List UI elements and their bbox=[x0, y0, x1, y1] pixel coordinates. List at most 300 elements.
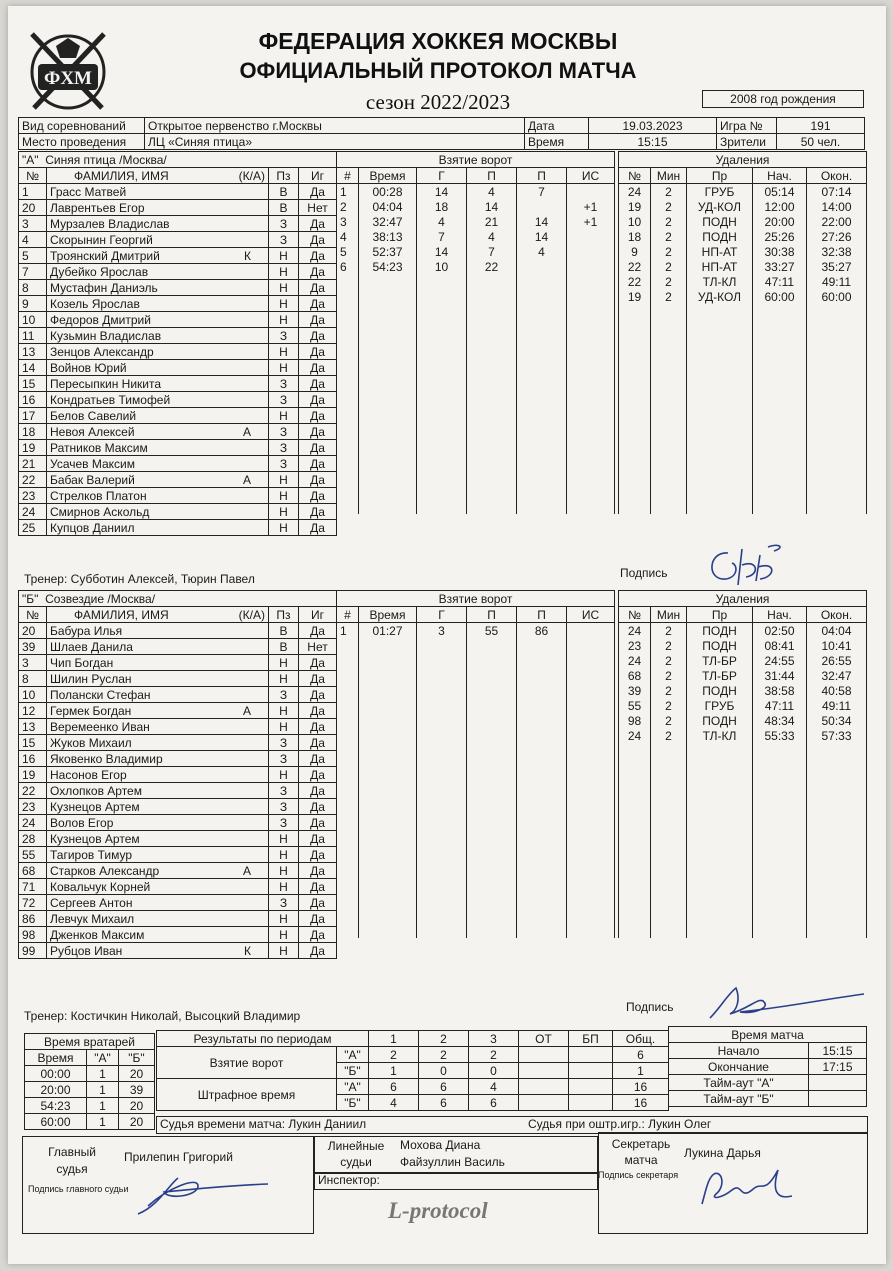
penalty-cell: ТЛ-КЛ bbox=[687, 274, 753, 289]
time-value: 15:15 bbox=[589, 134, 717, 150]
goal-cell: 18 bbox=[417, 199, 467, 214]
team_b-goals-header-time: Время bbox=[359, 607, 417, 623]
team_b-player-row bbox=[19, 671, 337, 687]
competition-label: Вид соревнований bbox=[19, 118, 145, 134]
team_b-penalty-row bbox=[619, 923, 867, 938]
player-name: Скорынин Георгий bbox=[50, 232, 153, 247]
penalty-cell: 26:55 bbox=[807, 653, 867, 668]
player-position: З bbox=[269, 687, 299, 703]
team_b-player-row bbox=[19, 639, 337, 655]
player-position: Н bbox=[269, 488, 299, 504]
player-name: Старков Александр bbox=[50, 863, 160, 878]
player-number: 19 bbox=[19, 767, 47, 783]
penalty-cell: 2 bbox=[651, 683, 687, 698]
penalty-cell: 24 bbox=[619, 728, 651, 743]
player-position: В bbox=[269, 184, 299, 200]
penalty-cell: 39 bbox=[619, 683, 651, 698]
penalty-cell: 2 bbox=[651, 229, 687, 244]
team_a-pen-header-min: Мин bbox=[651, 168, 687, 184]
goalie-a-cell: 1 bbox=[87, 1114, 119, 1130]
team_b-goal-row bbox=[337, 623, 615, 639]
secretary-name: Лукина Дарья bbox=[684, 1146, 761, 1160]
player-position: Н bbox=[269, 671, 299, 687]
team_b-penalty-row bbox=[619, 668, 867, 683]
player-played: Да bbox=[299, 895, 337, 911]
team_b-player-row bbox=[19, 831, 337, 847]
player-position: Н bbox=[269, 344, 299, 360]
team_b-goal-row bbox=[337, 833, 615, 848]
goals-b-p2: 0 bbox=[419, 1063, 469, 1079]
team_b-penalty-row bbox=[619, 713, 867, 728]
secretary-sign-label: Подпись секретаря bbox=[598, 1170, 679, 1180]
spectators-label: Зрители bbox=[717, 134, 777, 150]
period-goals-label: Взятие ворот bbox=[157, 1047, 337, 1079]
penalty-cell: 24 bbox=[619, 184, 651, 200]
player-name: Гермек Богдан bbox=[50, 703, 132, 718]
goals-a-p1: 2 bbox=[369, 1047, 419, 1063]
spectators-value: 50 чел. bbox=[777, 134, 865, 150]
player-number: 7 bbox=[19, 264, 47, 280]
pim-b-total: 16 bbox=[613, 1095, 669, 1111]
pim-b-bp bbox=[569, 1095, 613, 1111]
goals-a-p3: 2 bbox=[469, 1047, 519, 1063]
period-results-title: Результаты по периодам bbox=[157, 1031, 369, 1047]
team_a-penalty-row bbox=[619, 334, 867, 349]
goal-cell: +1 bbox=[567, 214, 615, 229]
goalie-a-cell: 1 bbox=[87, 1098, 119, 1114]
venue-value: ЛЦ «Синяя птица» bbox=[145, 134, 525, 150]
player-name: Левчук Михаил bbox=[50, 911, 135, 926]
team_b-goals-header-hash: # bbox=[337, 607, 359, 623]
head-referee-name: Прилепин Григорий bbox=[124, 1150, 233, 1164]
player-played: Да bbox=[299, 232, 337, 248]
team_b-player-row bbox=[19, 879, 337, 895]
player-played: Да bbox=[299, 488, 337, 504]
goalie-time-header-a: "А" bbox=[87, 1050, 119, 1066]
penalty-cell: 2 bbox=[651, 274, 687, 289]
team_b-pen-header-start: Нач. bbox=[753, 607, 807, 623]
team_a-penalty-row bbox=[619, 364, 867, 379]
goal-cell: 4 bbox=[517, 244, 567, 259]
penalty-cell: 2 bbox=[651, 698, 687, 713]
team_a-goal-row bbox=[337, 289, 615, 304]
penalty-cell: 40:58 bbox=[807, 683, 867, 698]
penalty-cell: 32:38 bbox=[807, 244, 867, 259]
team_b-letter: "Б" bbox=[22, 591, 39, 606]
team_a-goal-row bbox=[337, 409, 615, 424]
player-position: В bbox=[269, 623, 299, 639]
goal-cell: 04:04 bbox=[359, 199, 417, 214]
team_b-player-row bbox=[19, 911, 337, 927]
player-position: Н bbox=[269, 927, 299, 943]
team_b-goal-row bbox=[337, 728, 615, 743]
player-role: К bbox=[244, 248, 251, 263]
player-position: З bbox=[269, 895, 299, 911]
penalty-cell: ТЛ-КЛ bbox=[687, 728, 753, 743]
line-judge-1: Мохова Диана bbox=[400, 1138, 481, 1152]
team_a-goal-row bbox=[337, 424, 615, 439]
period-col-bp: БП bbox=[569, 1031, 613, 1047]
penalty-cell: 9 bbox=[619, 244, 651, 259]
player-name: Ковальчук Корней bbox=[50, 879, 151, 894]
player-played: Да bbox=[299, 424, 337, 440]
team_a-penalty-row bbox=[619, 469, 867, 484]
goal-cell: 01:27 bbox=[359, 623, 417, 639]
player-position: Н bbox=[269, 655, 299, 671]
team_a-player-row bbox=[19, 264, 337, 280]
team_a-pen-header-end: Окон. bbox=[807, 168, 867, 184]
penalty-cell: НП-АТ bbox=[687, 259, 753, 274]
player-position: З bbox=[269, 376, 299, 392]
team_a-penalty-row bbox=[619, 259, 867, 274]
player-played: Да bbox=[299, 671, 337, 687]
goalie-time-cell: 54:23 bbox=[25, 1098, 87, 1114]
team_a-player-row bbox=[19, 360, 337, 376]
goalie-time-header-b: "Б" bbox=[119, 1050, 155, 1066]
player-role: А bbox=[242, 472, 251, 487]
penalty-cell: 47:11 bbox=[753, 698, 807, 713]
player-number: 71 bbox=[19, 879, 47, 895]
pim-a-bp bbox=[569, 1079, 613, 1095]
goal-cell bbox=[567, 244, 615, 259]
player-name: Сергеев Антон bbox=[50, 895, 133, 910]
period-results-table bbox=[156, 1030, 669, 1111]
player-number: 10 bbox=[19, 312, 47, 328]
team_b-penalty-row bbox=[619, 788, 867, 803]
goal-cell bbox=[567, 623, 615, 639]
team_a-player-row bbox=[19, 296, 337, 312]
player-position: Н bbox=[269, 911, 299, 927]
goalie-time-cell: 00:00 bbox=[25, 1066, 87, 1082]
team_a-goals-header-hash: # bbox=[337, 168, 359, 184]
pim-b-p3: 6 bbox=[469, 1095, 519, 1111]
player-name: Федоров Дмитрий bbox=[50, 312, 151, 327]
team_a-goal-row bbox=[337, 304, 615, 319]
penalty-cell: 68 bbox=[619, 668, 651, 683]
goalie-time-table bbox=[24, 1033, 155, 1130]
player-played: Да bbox=[299, 408, 337, 424]
team_b-goal-row bbox=[337, 773, 615, 788]
team_b-player-row bbox=[19, 943, 337, 959]
goals-a-ot bbox=[519, 1047, 569, 1063]
penalty-cell: 27:26 bbox=[807, 229, 867, 244]
player-number: 13 bbox=[19, 719, 47, 735]
penalty-cell: 2 bbox=[651, 259, 687, 274]
protocol-sheet bbox=[8, 6, 886, 1264]
penalty-cell: ПОДН bbox=[687, 623, 753, 639]
head-referee-signature-icon bbox=[128, 1166, 278, 1226]
player-name: Кузнецов Артем bbox=[50, 831, 140, 846]
player-played: Да bbox=[299, 799, 337, 815]
team_a-goals-title: Взятие ворот bbox=[337, 152, 615, 168]
team_a-goal-row bbox=[337, 379, 615, 394]
team_b-penalty-row bbox=[619, 683, 867, 698]
team_b-player-row bbox=[19, 767, 337, 783]
team_b-player-row bbox=[19, 863, 337, 879]
player-position: Н bbox=[269, 312, 299, 328]
goals-b-total: 1 bbox=[613, 1063, 669, 1079]
goal-cell: 14 bbox=[417, 184, 467, 200]
head-referee-sign-label: Подпись главного судьи bbox=[28, 1184, 129, 1194]
goal-cell: 54:23 bbox=[359, 259, 417, 274]
penalty-cell: 12:00 bbox=[753, 199, 807, 214]
player-number: 24 bbox=[19, 504, 47, 520]
team_a-goal-row bbox=[337, 229, 615, 244]
pim-a-ot bbox=[519, 1079, 569, 1095]
team_a-player-row bbox=[19, 216, 337, 232]
team_b-player-row bbox=[19, 895, 337, 911]
team_a-penalties-table bbox=[618, 151, 867, 514]
period-col-3: 3 bbox=[469, 1031, 519, 1047]
team_a-penalty-row bbox=[619, 244, 867, 259]
team_a-penalty-row bbox=[619, 349, 867, 364]
penalty-cell: НП-АТ bbox=[687, 244, 753, 259]
goals-a-total: 6 bbox=[613, 1047, 669, 1063]
penalty-cell: ПОДН bbox=[687, 229, 753, 244]
player-name: Усачев Максим bbox=[50, 456, 136, 471]
player-role: А bbox=[242, 424, 251, 439]
player-played: Да bbox=[299, 943, 337, 959]
penalty-cell: 2 bbox=[651, 728, 687, 743]
secretary-signature-icon bbox=[692, 1160, 802, 1210]
goal-cell: 00:28 bbox=[359, 184, 417, 200]
penalty-cell: ТЛ-БР bbox=[687, 653, 753, 668]
team_a-goal-row bbox=[337, 364, 615, 379]
team_b-penalty-row bbox=[619, 818, 867, 833]
player-name: Кондратьев Тимофей bbox=[50, 392, 171, 407]
team_a-penalty-row bbox=[619, 439, 867, 454]
player-name: Пересыпкин Никита bbox=[50, 376, 162, 391]
team_b-penalty-row bbox=[619, 848, 867, 863]
penalty-cell: 2 bbox=[651, 289, 687, 304]
penalty-cell: 48:34 bbox=[753, 713, 807, 728]
team_a-goals-header-p1: П bbox=[467, 168, 517, 184]
team_b-goal-row bbox=[337, 863, 615, 878]
penalty-cell: 33:27 bbox=[753, 259, 807, 274]
penalty-cell: 2 bbox=[651, 638, 687, 653]
player-played: Да bbox=[299, 863, 337, 879]
season-title: сезон 2022/2023 bbox=[365, 90, 511, 114]
goal-cell: 3 bbox=[417, 623, 467, 639]
team-b-signature-icon bbox=[700, 978, 870, 1024]
team_a-player-row bbox=[19, 312, 337, 328]
team_a-penalty-row bbox=[619, 289, 867, 304]
goals-b-ot bbox=[519, 1063, 569, 1079]
pim-b-p2: 6 bbox=[419, 1095, 469, 1111]
team_b-penalties-title: Удаления bbox=[619, 591, 867, 607]
goal-cell: 21 bbox=[467, 214, 517, 229]
player-position: З bbox=[269, 751, 299, 767]
player-position: З bbox=[269, 232, 299, 248]
team_a-penalty-row bbox=[619, 499, 867, 514]
player-played: Да bbox=[299, 687, 337, 703]
team_a-player-row bbox=[19, 232, 337, 248]
player-position: З bbox=[269, 440, 299, 456]
team_a-player-row bbox=[19, 184, 337, 200]
penalty-cell: 50:34 bbox=[807, 713, 867, 728]
player-name: Волов Егор bbox=[50, 815, 114, 830]
team_b-penalty-row bbox=[619, 893, 867, 908]
penalty-cell: 10:41 bbox=[807, 638, 867, 653]
team_b-goal-row bbox=[337, 908, 615, 923]
player-number: 16 bbox=[19, 751, 47, 767]
team_b-pen-header-reason: Пр bbox=[687, 607, 753, 623]
goalie-time-row bbox=[25, 1066, 155, 1082]
team-a-signature-icon bbox=[698, 541, 788, 591]
player-name: Козель Ярослав bbox=[50, 296, 140, 311]
competition-value: Открытое первенство г.Москвы bbox=[145, 118, 525, 134]
player-position: Н bbox=[269, 296, 299, 312]
goalie-time-row bbox=[25, 1098, 155, 1114]
player-number: 3 bbox=[19, 216, 47, 232]
team_a-goals-header-p2: П bbox=[517, 168, 567, 184]
team_b-header-played: Иг bbox=[299, 607, 337, 623]
penalty-cell: 2 bbox=[651, 199, 687, 214]
team_a-pen-header-num: № bbox=[619, 168, 651, 184]
penalty-cell: 49:11 bbox=[807, 274, 867, 289]
protocol-title: ОФИЦИАЛЬНЫЙ ПРОТОКОЛ МАТЧА bbox=[239, 58, 637, 83]
team_a-player-row bbox=[19, 472, 337, 488]
team_b-penalty-row bbox=[619, 653, 867, 668]
player-name: Белов Савелий bbox=[50, 408, 137, 423]
team_a-player-row bbox=[19, 376, 337, 392]
penalty-cell: 57:33 bbox=[807, 728, 867, 743]
team_a-goal-row bbox=[337, 499, 615, 514]
team_b-goals-table bbox=[336, 590, 615, 938]
player-played: Да bbox=[299, 248, 337, 264]
penalty-cell: 22 bbox=[619, 259, 651, 274]
player-role: К bbox=[244, 943, 251, 958]
secretary-label: Секретарь матча bbox=[611, 1137, 671, 1167]
player-position: Н bbox=[269, 520, 299, 536]
player-name: Зенцов Александр bbox=[50, 344, 154, 359]
penalty-cell: ПОДН bbox=[687, 214, 753, 229]
penalty-cell: 08:41 bbox=[753, 638, 807, 653]
team_a-pen-header-reason: Пр bbox=[687, 168, 753, 184]
player-number: 20 bbox=[19, 200, 47, 216]
player-number: 4 bbox=[19, 232, 47, 248]
pim-a-p3: 4 bbox=[469, 1079, 519, 1095]
penalty-cell: 07:14 bbox=[807, 184, 867, 200]
player-name: Рубцов Иван bbox=[50, 943, 123, 958]
match-start-value: 15:15 bbox=[809, 1043, 867, 1059]
penalty-cell: 60:00 bbox=[753, 289, 807, 304]
goalie-time-row bbox=[25, 1114, 155, 1130]
penalty-cell: 19 bbox=[619, 199, 651, 214]
player-played: Да bbox=[299, 520, 337, 536]
player-position: З bbox=[269, 799, 299, 815]
player-name: Веремеенко Иван bbox=[50, 719, 150, 734]
player-number: 39 bbox=[19, 639, 47, 655]
team_a-goal-row bbox=[337, 214, 615, 229]
penalty-cell: 2 bbox=[651, 653, 687, 668]
goal-cell: 14 bbox=[517, 214, 567, 229]
goal-cell: 1 bbox=[337, 623, 359, 639]
team_a-penalty-row bbox=[619, 454, 867, 469]
player-played: Да bbox=[299, 655, 337, 671]
penalty-cell: 2 bbox=[651, 713, 687, 728]
player-position: Н bbox=[269, 831, 299, 847]
team_a-player-row bbox=[19, 408, 337, 424]
player-played: Нет bbox=[299, 200, 337, 216]
team_b-goal-row bbox=[337, 788, 615, 803]
goal-cell: 7 bbox=[417, 229, 467, 244]
line-judges-label: Линейные судьи bbox=[327, 1139, 385, 1169]
penalty-cell: ПОДН bbox=[687, 683, 753, 698]
player-position: Н bbox=[269, 504, 299, 520]
player-played: Да bbox=[299, 735, 337, 751]
team_a-goals-table bbox=[336, 151, 615, 514]
player-name: Мустафин Даниэль bbox=[50, 280, 158, 295]
match-end-label: Окончание bbox=[669, 1059, 809, 1075]
goals-b-bp bbox=[569, 1063, 613, 1079]
team_a-goal-row bbox=[337, 469, 615, 484]
team_b-penalty-row bbox=[619, 803, 867, 818]
team_a-goal-row bbox=[337, 244, 615, 259]
goalie-time-row bbox=[25, 1082, 155, 1098]
player-name: Купцов Даниил bbox=[50, 520, 135, 535]
player-played: Да bbox=[299, 456, 337, 472]
team-b-signature-label: Подпись bbox=[626, 1000, 674, 1014]
team_a-player-row bbox=[19, 200, 337, 216]
player-number: 68 bbox=[19, 863, 47, 879]
player-played: Да bbox=[299, 751, 337, 767]
player-played: Нет bbox=[299, 639, 337, 655]
team_b-goal-row bbox=[337, 683, 615, 698]
player-played: Да bbox=[299, 815, 337, 831]
team_b-penalty-row bbox=[619, 728, 867, 743]
team_a-name: Синяя птица /Москва/ bbox=[45, 152, 167, 167]
player-played: Да bbox=[299, 767, 337, 783]
goal-cell: 7 bbox=[517, 184, 567, 200]
player-name: Войнов Юрий bbox=[50, 360, 127, 375]
player-number: 14 bbox=[19, 360, 47, 376]
match-info-table bbox=[18, 117, 865, 150]
player-name: Шилин Руслан bbox=[50, 671, 132, 686]
period-col-ot: ОТ bbox=[519, 1031, 569, 1047]
player-name: Насонов Егор bbox=[50, 767, 127, 782]
player-played: Да bbox=[299, 296, 337, 312]
player-position: Н bbox=[269, 863, 299, 879]
player-number: 72 bbox=[19, 895, 47, 911]
penalty-cell: УД-КОЛ bbox=[687, 199, 753, 214]
birth-year-box: 2008 год рождения bbox=[702, 90, 864, 108]
goal-cell: 7 bbox=[467, 244, 517, 259]
team_b-goals-header-is: ИС bbox=[567, 607, 615, 623]
team_b-pen-header-min: Мин bbox=[651, 607, 687, 623]
player-position: Н bbox=[269, 360, 299, 376]
team_b-goals-header-p2: П bbox=[517, 607, 567, 623]
player-number: 20 bbox=[19, 623, 47, 639]
player-played: Да bbox=[299, 831, 337, 847]
team_a-player-row bbox=[19, 248, 337, 264]
player-played: Да bbox=[299, 472, 337, 488]
team_b-goal-row bbox=[337, 878, 615, 893]
team_b-pen-header-num: № bbox=[619, 607, 651, 623]
penalty-cell: 60:00 bbox=[807, 289, 867, 304]
player-name: Дженков Максим bbox=[50, 927, 145, 942]
team_a-player-row bbox=[19, 520, 337, 536]
timeout-a-value bbox=[809, 1075, 867, 1091]
team_a-header-num: № bbox=[19, 168, 47, 184]
player-played: Да bbox=[299, 623, 337, 639]
goal-cell: 2 bbox=[337, 199, 359, 214]
team_b-header-num: № bbox=[19, 607, 47, 623]
player-played: Да bbox=[299, 847, 337, 863]
player-position: Н bbox=[269, 264, 299, 280]
match-time-table bbox=[668, 1026, 867, 1107]
team_b-goal-row bbox=[337, 713, 615, 728]
